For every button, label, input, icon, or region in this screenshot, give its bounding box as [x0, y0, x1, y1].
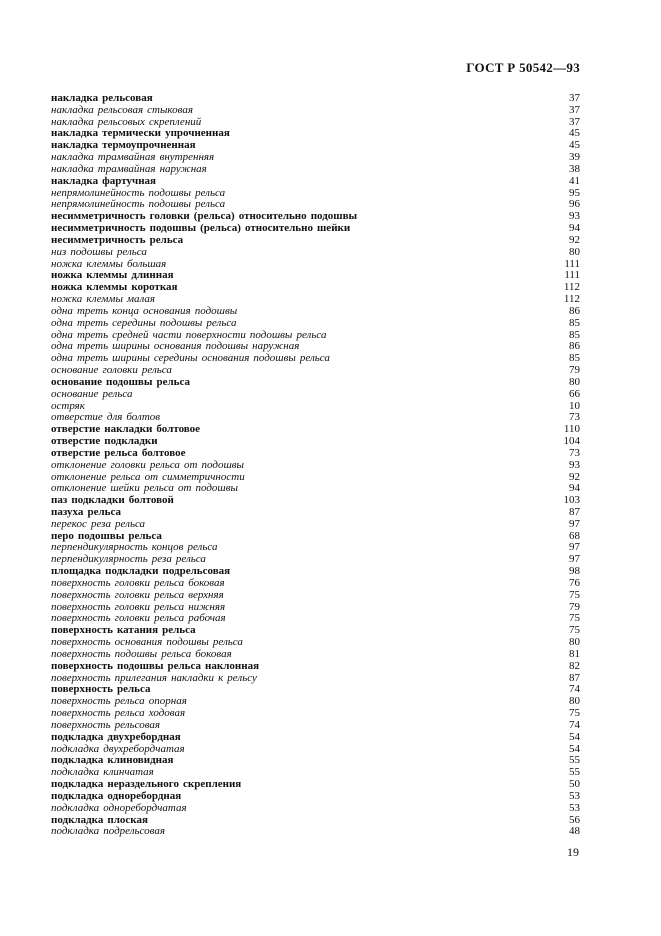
- index-page-number: 48: [569, 825, 580, 838]
- index-entry-row: [51, 472, 580, 484]
- index-page-number: 85: [569, 352, 580, 365]
- index-entry-row: [51, 507, 580, 519]
- index-entry-row: [51, 389, 580, 401]
- index-term: поверхность рельса опорная: [51, 696, 187, 708]
- index-term: накладка фартучная: [51, 175, 156, 187]
- index-entry-row: [51, 128, 580, 140]
- index-term: отклонение шейки рельса от подошвы: [51, 483, 238, 495]
- index-term: подкладка клинчатая: [51, 767, 154, 779]
- index-entry-row: [51, 779, 580, 791]
- index-entry-row: [51, 330, 580, 342]
- index-entry-row: [51, 270, 580, 282]
- index-term: отверстие подкладки: [51, 436, 158, 448]
- index-term: несимметричность головки (рельса) относительно подошвы: [51, 211, 358, 223]
- index-page-number: 92: [569, 470, 580, 483]
- index-page-number: 55: [569, 766, 580, 779]
- index-entry-row: [51, 625, 580, 637]
- index-term: основание рельса: [51, 388, 133, 400]
- index-page-number: 95: [569, 186, 580, 199]
- index-entry-row: [51, 708, 580, 720]
- index-entry-row: [51, 365, 580, 377]
- index-page-number: 93: [569, 210, 580, 223]
- index-entry-row: [51, 412, 580, 424]
- index-term: накладка термически упрочненная: [51, 128, 230, 140]
- index-term: перо подошвы рельса: [51, 530, 162, 542]
- index-entry-row: [51, 353, 580, 365]
- index-page-number: 56: [569, 813, 580, 826]
- index-entry-row: [51, 448, 580, 460]
- index-term: подкладка плоская: [51, 814, 148, 826]
- index-page-number: 96: [569, 198, 580, 211]
- index-term: поверхность подошвы рельса наклонная: [51, 660, 260, 672]
- index-entry-row: [51, 282, 580, 294]
- index-entry-row: [51, 578, 580, 590]
- index-page-number: 94: [569, 482, 580, 495]
- index-entry-row: [51, 105, 580, 117]
- index-entry-row: [51, 424, 580, 436]
- index-entry-row: [51, 684, 580, 696]
- index-page-number: 39: [569, 151, 580, 164]
- index-page-number: 112: [563, 281, 580, 294]
- index-term: отверстие для болтов: [51, 412, 161, 424]
- index-term: перпендикулярность реза рельса: [51, 554, 206, 566]
- index-term: ножка клеммы длинная: [51, 270, 174, 282]
- index-term: поверхность рельса ходовая: [51, 708, 186, 720]
- index-page-number: 93: [569, 458, 580, 471]
- index-entry-row: [51, 519, 580, 531]
- index-page-number: 73: [569, 446, 580, 459]
- index-term: накладка рельсовая стыковая: [51, 104, 193, 116]
- index-page-number: 74: [569, 683, 580, 696]
- index-term: несимметричность рельса: [51, 234, 184, 246]
- index-page-number: 111: [564, 269, 580, 282]
- index-page-number: 97: [569, 517, 580, 530]
- index-term: отклонение рельса от симметричности: [51, 471, 245, 483]
- index-term: непрямолинейность подошвы рельса: [51, 199, 226, 211]
- index-page-number: 97: [569, 541, 580, 554]
- index-term: поверхность головки рельса боковая: [51, 577, 225, 589]
- index-page-number: 37: [569, 115, 580, 128]
- index-term: одна треть середины подошвы рельса: [51, 317, 237, 329]
- index-entry-row: [51, 235, 580, 247]
- index-page-number: 75: [569, 612, 580, 625]
- index-page-number: 73: [569, 411, 580, 424]
- index-term: поверхность подошвы рельса боковая: [51, 648, 232, 660]
- index-term: основание головки рельса: [51, 365, 172, 377]
- index-term: подкладка клиновидная: [51, 755, 174, 767]
- index-term: поверхность катания рельса: [51, 625, 196, 637]
- page-number: 19: [567, 845, 579, 859]
- index-term: поверхность головки рельса рабочая: [51, 613, 226, 625]
- index-entry-row: [51, 815, 580, 827]
- index-term: отклонение головки рельса от подошвы: [51, 459, 244, 471]
- index-term: поверхность головки рельса верхняя: [51, 589, 224, 601]
- index-page-number: 80: [569, 636, 580, 649]
- index-term: подкладка двухребордная: [51, 731, 181, 743]
- index-entry-row: [51, 826, 580, 838]
- index-entry-row: [51, 803, 580, 815]
- index-entry-row: [51, 732, 580, 744]
- index-page-number: 98: [569, 565, 580, 578]
- index-term: накладка трамвайная внутренняя: [51, 152, 215, 164]
- index-entry-row: [51, 542, 580, 554]
- index-term: поверхность прилегания накладки к рельсу: [51, 672, 257, 684]
- index-term: накладка термоупрочненная: [51, 140, 196, 152]
- index-page-number: 82: [569, 659, 580, 672]
- index-entry-row: [51, 341, 580, 353]
- index-entry-row: [51, 673, 580, 685]
- index-term: подкладка одноребордная: [51, 790, 182, 802]
- index-term: подкладка одноребордчатая: [51, 802, 187, 814]
- index-entry-row: [51, 176, 580, 188]
- index-entry-row: [51, 566, 580, 578]
- index-entry-row: [51, 531, 580, 543]
- index-term: одна треть ширины середины основания подошвы рельса: [51, 353, 330, 365]
- index-page-number: 97: [569, 553, 580, 566]
- index-page-number: 53: [569, 801, 580, 814]
- index-entry-row: [51, 164, 580, 176]
- index-page-number: 68: [569, 529, 580, 542]
- index-entry-row: [51, 152, 580, 164]
- index-term: накладка рельсовая: [51, 93, 153, 104]
- index-term: перпендикулярность концов рельса: [51, 542, 218, 554]
- index-list: [51, 93, 580, 838]
- index-entry-row: [51, 767, 580, 779]
- index-page-number: 86: [569, 304, 580, 317]
- index-term: одна треть ширины основания подошвы наружная: [51, 341, 300, 353]
- index-term: непрямолинейность подошвы рельса: [51, 187, 226, 199]
- index-entry-row: [51, 199, 580, 211]
- index-entry-row: [51, 247, 580, 259]
- index-term: одна треть конца основания подошвы: [51, 305, 238, 317]
- index-entry-row: [51, 554, 580, 566]
- index-entry-row: [51, 117, 580, 129]
- index-page-number: 37: [569, 92, 580, 104]
- index-term: остряк: [51, 400, 85, 412]
- index-term: накладка рельсовых скреплений: [51, 116, 202, 128]
- index-page-number: 76: [569, 576, 580, 589]
- index-page-number: 112: [563, 293, 580, 306]
- index-term: пазуха рельса: [51, 506, 121, 518]
- index-page-number: 81: [569, 647, 580, 660]
- index-term: ножка клеммы короткая: [51, 282, 178, 294]
- index-page-number: 92: [569, 233, 580, 246]
- index-entry-row: [51, 211, 580, 223]
- index-page-number: 66: [569, 387, 580, 400]
- index-page-number: 87: [569, 505, 580, 518]
- index-page-number: 10: [569, 399, 580, 412]
- index-term: подкладка нераздельного скрепления: [51, 779, 242, 791]
- index-entry-row: [51, 294, 580, 306]
- index-page-number: 55: [569, 754, 580, 767]
- index-page-number: 50: [569, 778, 580, 791]
- index-entry-row: [51, 495, 580, 507]
- index-page-number: 75: [569, 707, 580, 720]
- index-entry-row: [51, 259, 580, 271]
- index-term: несимметричность подошвы (рельса) относительно шейки: [51, 223, 351, 235]
- index-page-number: 85: [569, 316, 580, 329]
- index-entry-row: [51, 483, 580, 495]
- index-page-number: 87: [569, 671, 580, 684]
- index-term: ножка клеммы малая: [51, 294, 156, 306]
- index-page-number: 37: [569, 103, 580, 116]
- index-term: отверстие накладки болтовое: [51, 424, 201, 436]
- index-entry-row: [51, 306, 580, 318]
- index-page-number: 111: [564, 257, 580, 270]
- index-entry-row: [51, 401, 580, 413]
- index-page-number: 80: [569, 375, 580, 388]
- index-page-number: 79: [569, 600, 580, 613]
- index-entry-row: [51, 637, 580, 649]
- index-entry-row: [51, 613, 580, 625]
- index-term: поверхность основания подошвы рельса: [51, 637, 243, 649]
- index-page-number: 41: [569, 174, 580, 187]
- index-entry-row: [51, 661, 580, 673]
- index-entry-row: [51, 791, 580, 803]
- index-entry-row: [51, 318, 580, 330]
- index-page-number: 110: [563, 423, 580, 436]
- index-page-number: 53: [569, 789, 580, 802]
- index-term: поверхность головки рельса нижняя: [51, 601, 226, 613]
- index-page-number: 54: [569, 742, 580, 755]
- index-term: ножка клеммы большая: [51, 258, 167, 270]
- index-page-number: 103: [563, 494, 580, 507]
- index-page-number: 45: [569, 139, 580, 152]
- index-term: одна треть средней части поверхности подошвы рельса: [51, 329, 327, 341]
- index-entry-row: [51, 223, 580, 235]
- index-term: паз подкладки болтовой: [51, 495, 174, 507]
- index-term: накладка трамвайная наружная: [51, 163, 207, 175]
- index-page-number: 86: [569, 340, 580, 353]
- index-entry-row: [51, 755, 580, 767]
- index-page-number: 104: [563, 435, 580, 448]
- index-term: низ подошвы рельса: [51, 246, 147, 258]
- index-page-number: 74: [569, 718, 580, 731]
- index-entry-row: [51, 93, 580, 105]
- index-page-number: 75: [569, 588, 580, 601]
- index-page-number: 54: [569, 730, 580, 743]
- standard-code-header: ГОСТ Р 50542—93: [466, 60, 580, 75]
- index-entry-row: [51, 696, 580, 708]
- index-entry-row: [51, 649, 580, 661]
- index-page-number: 85: [569, 328, 580, 341]
- index-page-number: 75: [569, 624, 580, 637]
- index-term: поверхность рельсовая: [51, 719, 161, 731]
- index-entry-row: [51, 140, 580, 152]
- index-entry-row: [51, 590, 580, 602]
- index-term: подкладка двухребордчатая: [51, 743, 185, 755]
- index-page-number: 79: [569, 364, 580, 377]
- index-term: площадка подкладки подрельсовая: [51, 566, 231, 578]
- index-page-number: 45: [569, 127, 580, 140]
- index-entry-row: [51, 602, 580, 614]
- index-entry-row: [51, 188, 580, 200]
- index-entry-row: [51, 377, 580, 389]
- index-entry-row: [51, 460, 580, 472]
- index-term: поверхность рельса: [51, 684, 151, 696]
- index-page-number: 94: [569, 222, 580, 235]
- index-entry-row: [51, 720, 580, 732]
- index-page-number: 38: [569, 162, 580, 175]
- index-term: подкладка подрельсовая: [51, 826, 165, 838]
- index-page-number: 80: [569, 245, 580, 258]
- index-page-number: 80: [569, 695, 580, 708]
- index-term: перекос реза рельса: [51, 518, 146, 530]
- index-entry-row: [51, 436, 580, 448]
- index-entry-row: [51, 744, 580, 756]
- index-term: отверстие рельса болтовое: [51, 447, 186, 459]
- index-term: основание подошвы рельса: [51, 376, 190, 388]
